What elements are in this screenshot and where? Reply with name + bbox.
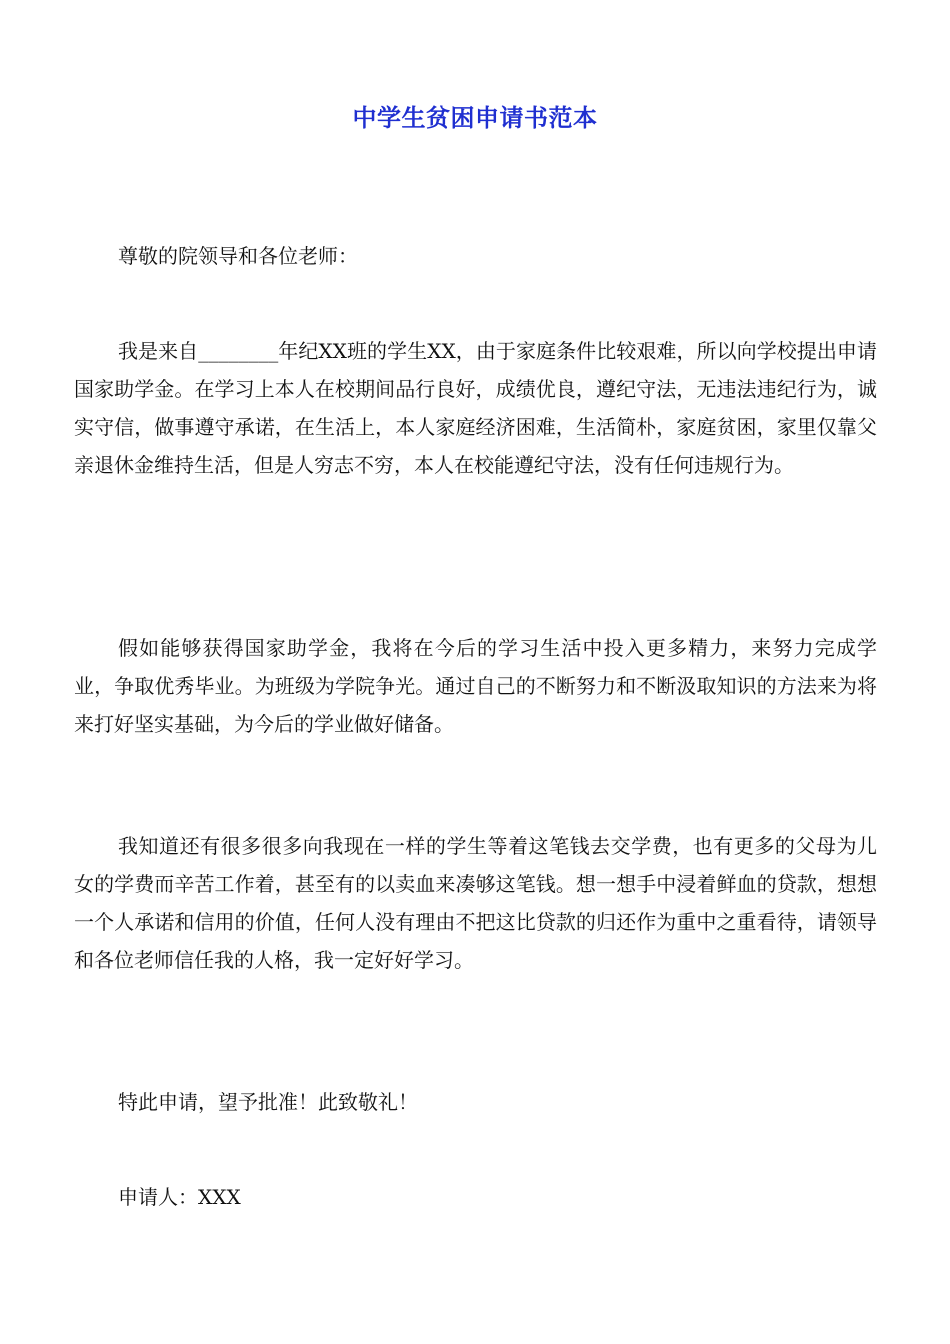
closing-line: 特此申请，望予批准！此致敬礼！ xyxy=(118,1090,418,1114)
body-paragraph-1: 我是来自________年纪XX班的学生XX，由于家庭条件比较艰难，所以向学校提出申请国家助学金。在学习上本人在校期间品行良好，成绩优良，遵纪守法，无违法违纪行为，诚实守信，做事遵守承诺，在生活上，本人家庭经济困难，生活简朴，家庭贫困，家里仅靠父亲退休金维持生活，但是人穷志不穷，本人在校能遵纪守法，没有任何违规行为。 xyxy=(74,339,877,477)
salutation: 尊敬的院领导和各位老师： xyxy=(118,244,358,268)
body-paragraph-3: 我知道还有很多很多向我现在一样的学生等着这笔钱去交学费，也有更多的父母为儿女的学费而辛苦工作着，甚至有的以卖血来凑够这笔钱。想一想手中浸着鲜血的贷款，想想一个人承诺和信用的价值，任何人没有理由不把这比贷款的归还作为重中之重看待，请领导和各位老师信任我的人格，我一定好好学习。 xyxy=(74,834,877,972)
body-paragraph-2: 假如能够获得国家助学金，我将在今后的学习生活中投入更多精力，来努力完成学业，争取优秀毕业。为班级为学院争光。通过自己的不断努力和不断汲取知识的方法来为将来打好坚实基础，为今后的学业做好储备。 xyxy=(74,636,877,736)
applicant-signature: 申请人：XXX xyxy=(118,1185,241,1209)
document-title: 中学生贫困申请书范本 xyxy=(352,103,598,133)
